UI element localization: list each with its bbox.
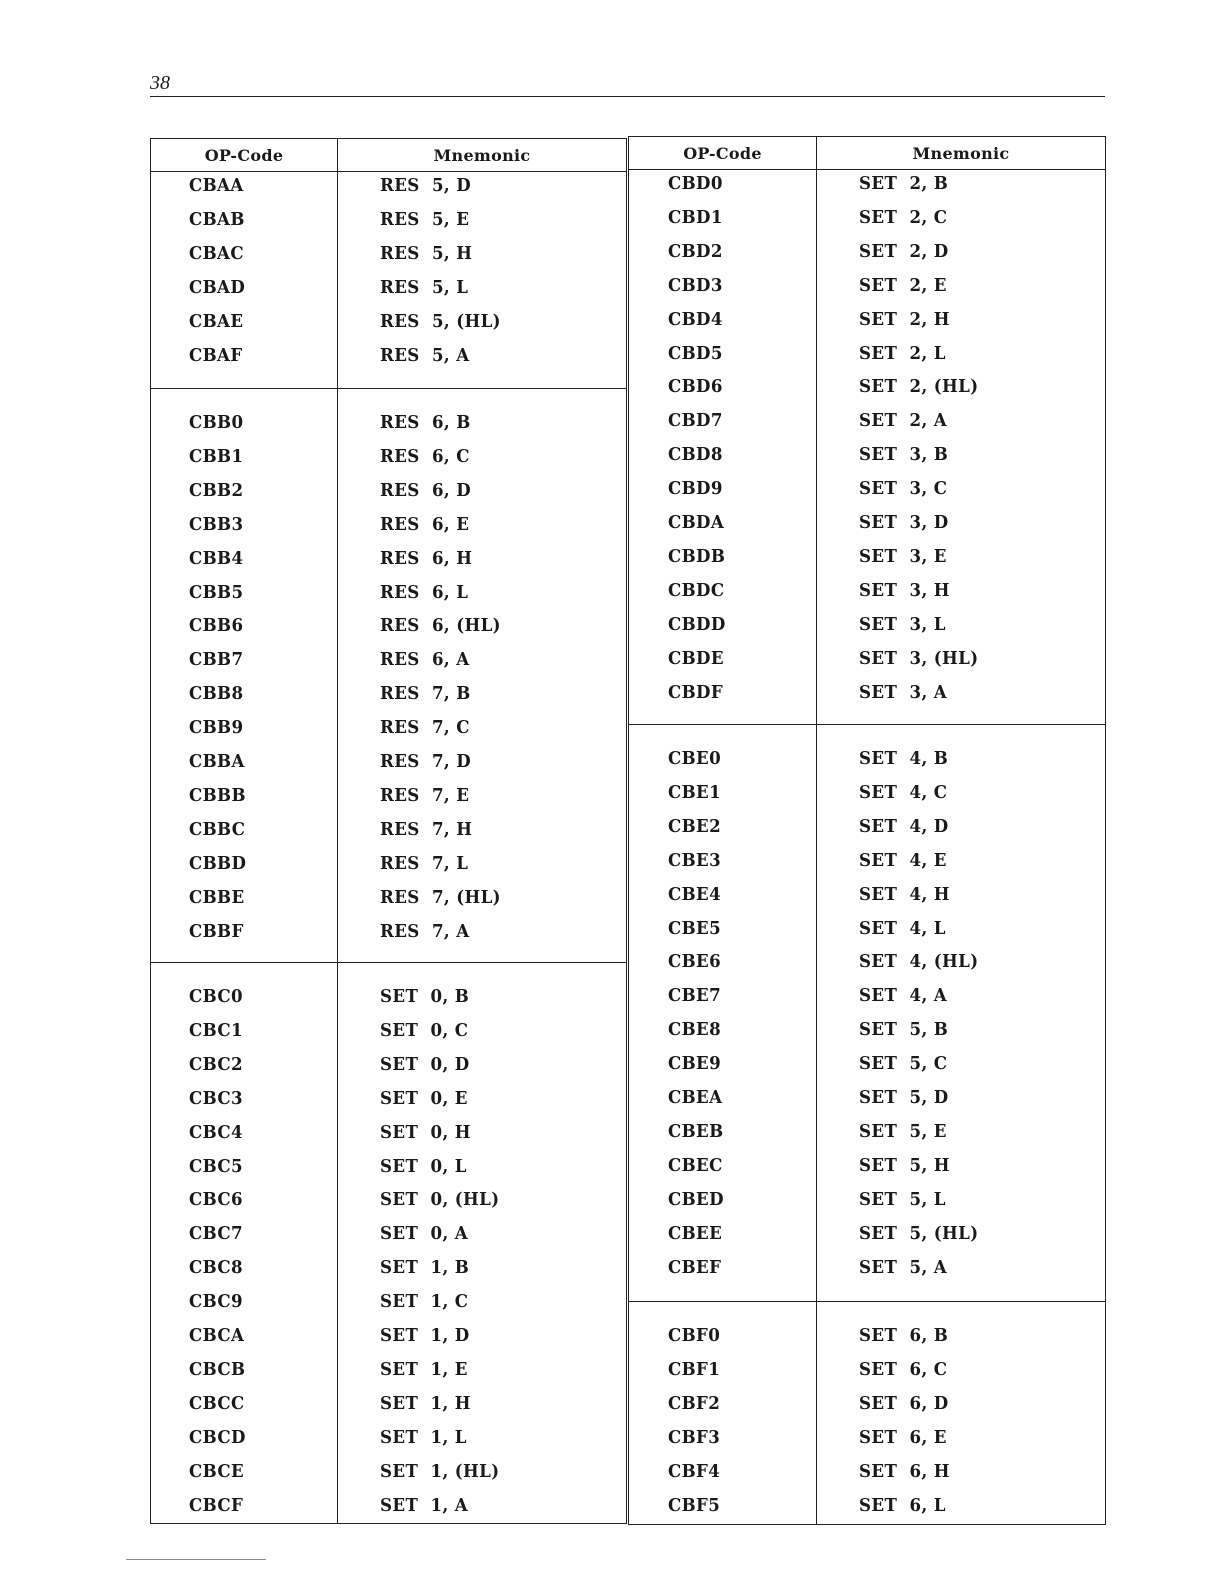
opcode-cell: CBCB [189, 1359, 246, 1380]
opcode-cell: CBDB [668, 546, 726, 567]
opcode-cell: CBAC [189, 243, 244, 264]
mnemonic-cell: SET 2, H [859, 309, 950, 330]
mnemonic-cell: SET 3, H [859, 580, 950, 601]
opcode-cell: CBF1 [668, 1359, 721, 1380]
page-number: 38 [150, 72, 170, 94]
mnemonic-cell: SET 5, C [859, 1054, 948, 1075]
opcode-cell: CBB9 [189, 718, 244, 739]
mnemonic-cell: SET 2, C [859, 207, 948, 228]
mnemonic-cell: SET 5, L [859, 1189, 946, 1210]
mnemonic-cell: RES 5, (HL) [380, 311, 501, 332]
mnemonic-cell: SET 5, D [859, 1088, 949, 1108]
opcode-cell: CBBB [189, 785, 246, 806]
opcode-cell: CBB3 [189, 514, 244, 535]
opcode-cell: CBDC [668, 580, 725, 601]
opcode-cell: CBBD [189, 853, 247, 874]
opcode-cell: CBEC [668, 1155, 723, 1176]
opcode-cell: CBC0 [189, 987, 243, 1007]
mnemonic-cell: SET 3, B [859, 445, 949, 466]
opcode-cell: CBDF [668, 682, 724, 703]
opcode-cell: CBAF [189, 345, 243, 366]
mnemonic-cell: SET 0, D [380, 1054, 470, 1075]
mnemonic-cell: SET 1, B [380, 1258, 470, 1279]
opcode-cell: CBD5 [668, 343, 723, 364]
group-divider [629, 1301, 1105, 1302]
opcode-cell: CBF3 [668, 1427, 721, 1448]
mnemonic-cell: RES 7, E [380, 785, 470, 806]
mnemonic-cell: SET 4, D [859, 816, 949, 837]
opcode-cell: CBE8 [668, 1020, 722, 1041]
mnemonic-cell: RES 5, L [380, 277, 469, 298]
mnemonic-cell: SET 4, C [859, 782, 948, 803]
mnemonic-cell: RES 5, E [380, 209, 470, 230]
opcode-cell: CBCE [189, 1461, 245, 1482]
mnemonic-cell: SET 3, E [859, 546, 947, 567]
opcode-cell: CBB6 [189, 616, 244, 637]
mnemonic-cell: SET 1, L [380, 1427, 467, 1448]
opcode-cell: CBF2 [668, 1393, 721, 1414]
mnemonic-cell: SET 1, H [380, 1393, 471, 1414]
opcode-cell: CBD3 [668, 275, 723, 296]
opcode-cell: CBBA [189, 752, 245, 772]
opcode-cell: CBAD [189, 277, 246, 298]
opcode-cell: CBE6 [668, 952, 722, 973]
mnemonic-cell: RES 5, H [380, 243, 473, 264]
opcode-cell: CBCA [189, 1326, 245, 1346]
mnemonic-cell: RES 6, (HL) [380, 616, 501, 637]
mnemonic-cell: SET 0, L [380, 1156, 467, 1177]
opcode-cell: CBDD [668, 614, 726, 635]
mnemonic-cell: SET 3, C [859, 479, 948, 500]
mnemonic-cell: SET 2, A [859, 411, 948, 432]
mnemonic-cell: SET 0, B [380, 987, 470, 1007]
mnemonic-cell: SET 1, D [380, 1326, 470, 1346]
opcode-cell: CBC9 [189, 1292, 243, 1313]
column-divider [816, 137, 817, 1524]
opcode-cell: CBE3 [668, 850, 722, 871]
mnemonic-cell: SET 1, (HL) [380, 1461, 500, 1482]
mnemonic-cell: SET 2, B [859, 174, 949, 194]
opcode-cell: CBC6 [189, 1190, 243, 1211]
table-header [151, 139, 626, 172]
opcode-cell: CBCD [189, 1427, 246, 1448]
mnemonic-cell: SET 0, (HL) [380, 1190, 500, 1211]
opcode-cell: CBC5 [189, 1156, 243, 1177]
mnemonic-cell: SET 4, B [859, 749, 949, 769]
opcode-cell: CBEF [668, 1257, 722, 1278]
opcode-cell: CBB4 [189, 548, 244, 569]
mnemonic-cell: SET 6, C [859, 1359, 948, 1380]
mnemonic-cell: SET 2, E [859, 275, 947, 296]
opcode-cell: CBF0 [668, 1326, 721, 1346]
mnemonic-cell: SET 3, (HL) [859, 648, 979, 669]
mnemonic-cell: SET 4, (HL) [859, 952, 979, 973]
mnemonic-cell: SET 4, L [859, 918, 946, 939]
mnemonic-cell: SET 2, L [859, 343, 946, 364]
opcode-cell: CBE9 [668, 1054, 722, 1075]
opcode-cell: CBEA [668, 1088, 723, 1108]
mnemonic-cell: RES 7, A [380, 921, 470, 942]
table-header [629, 137, 1105, 170]
opcode-cell: CBB8 [189, 684, 244, 705]
opcode-cell: CBAA [189, 176, 244, 196]
opcode-cell: CBBC [189, 819, 246, 840]
opcode-cell: CBD8 [668, 445, 723, 466]
mnemonic-column-header: Mnemonic [912, 144, 1010, 163]
mnemonic-cell: SET 1, E [380, 1359, 468, 1380]
mnemonic-cell: RES 6, E [380, 514, 470, 535]
opcode-cell: CBDA [668, 513, 725, 533]
opcode-cell: CBCF [189, 1495, 244, 1516]
opcode-cell: CBB5 [189, 582, 244, 603]
opcode-cell: CBC4 [189, 1122, 243, 1143]
opcode-cell: CBE0 [668, 749, 722, 769]
opcode-cell: CBC8 [189, 1258, 243, 1279]
opcode-cell: CBF5 [668, 1495, 721, 1516]
mnemonic-cell: SET 0, E [380, 1088, 468, 1109]
opcode-cell: CBD2 [668, 241, 723, 262]
opcode-cell: CBED [668, 1189, 724, 1210]
mnemonic-cell: SET 1, A [380, 1495, 469, 1516]
mnemonic-cell: SET 2, D [859, 241, 949, 262]
opcode-cell: CBC3 [189, 1088, 243, 1109]
mnemonic-cell: RES 7, B [380, 684, 471, 705]
mnemonic-cell: SET 5, H [859, 1155, 950, 1176]
opcode-table-left [150, 138, 627, 1524]
mnemonic-cell: RES 6, H [380, 548, 473, 569]
mnemonic-cell: SET 5, B [859, 1020, 949, 1041]
mnemonic-cell: RES 5, D [380, 176, 472, 196]
column-divider [337, 139, 338, 1523]
opcode-cell: CBCC [189, 1393, 245, 1414]
opcode-cell: CBB0 [189, 413, 244, 433]
mnemonic-cell: SET 2, (HL) [859, 377, 979, 398]
mnemonic-cell: SET 3, L [859, 614, 946, 635]
mnemonic-cell: SET 0, A [380, 1224, 469, 1245]
mnemonic-cell: SET 6, E [859, 1427, 947, 1448]
opcode-cell: CBBF [189, 921, 244, 942]
opcode-cell: CBAE [189, 311, 244, 332]
mnemonic-cell: SET 5, E [859, 1121, 947, 1142]
mnemonic-cell: SET 0, C [380, 1020, 469, 1041]
opcode-cell: CBE1 [668, 782, 722, 803]
opcode-cell: CBB7 [189, 650, 244, 671]
mnemonic-cell: SET 3, A [859, 682, 948, 703]
mnemonic-column-header: Mnemonic [433, 146, 531, 165]
mnemonic-cell: SET 6, B [859, 1326, 949, 1346]
opcode-cell: CBC2 [189, 1054, 243, 1075]
mnemonic-cell: RES 6, C [380, 446, 470, 467]
mnemonic-cell: RES 6, A [380, 650, 470, 671]
group-divider [629, 724, 1105, 725]
opcode-cell: CBB2 [189, 480, 244, 501]
mnemonic-cell: RES 6, B [380, 413, 471, 433]
opcode-cell: CBC7 [189, 1224, 243, 1245]
footer-rule [126, 1559, 266, 1560]
opcode-cell: CBE2 [668, 816, 722, 837]
opcode-cell: CBEB [668, 1121, 724, 1142]
mnemonic-cell: RES 5, A [380, 345, 470, 366]
opcode-cell: CBD7 [668, 411, 723, 432]
mnemonic-cell: RES 7, D [380, 752, 472, 772]
mnemonic-cell: SET 4, E [859, 850, 947, 871]
opcode-cell: CBDE [668, 648, 724, 669]
mnemonic-cell: SET 6, D [859, 1393, 949, 1414]
opcode-cell: CBBE [189, 887, 245, 908]
mnemonic-cell: SET 5, (HL) [859, 1223, 979, 1244]
header-rule [150, 96, 1105, 97]
opcode-cell: CBE7 [668, 986, 722, 1007]
opcode-cell: CBD0 [668, 174, 723, 194]
mnemonic-cell: SET 0, H [380, 1122, 471, 1143]
mnemonic-cell: RES 7, H [380, 819, 473, 840]
mnemonic-cell: SET 4, H [859, 884, 950, 905]
opcode-cell: CBB1 [189, 446, 244, 467]
mnemonic-cell: SET 1, C [380, 1292, 469, 1313]
mnemonic-cell: RES 7, (HL) [380, 887, 501, 908]
opcode-cell: CBD1 [668, 207, 723, 228]
opcode-cell: CBD9 [668, 479, 723, 500]
mnemonic-cell: SET 5, A [859, 1257, 948, 1278]
opcode-cell: CBAB [189, 209, 245, 230]
opcode-cell: CBD6 [668, 377, 723, 398]
opcode-table-right [628, 136, 1106, 1525]
mnemonic-cell: RES 6, D [380, 480, 472, 501]
opcode-cell: CBEE [668, 1223, 723, 1244]
mnemonic-cell: SET 3, D [859, 513, 949, 533]
opcode-cell: CBF4 [668, 1461, 721, 1482]
mnemonic-cell: SET 6, H [859, 1461, 950, 1482]
opcode-cell: CBE4 [668, 884, 722, 905]
opcode-cell: CBD4 [668, 309, 723, 330]
opcode-cell: CBC1 [189, 1020, 243, 1041]
mnemonic-cell: RES 7, L [380, 853, 469, 874]
mnemonic-cell: SET 4, A [859, 986, 948, 1007]
opcode-column-header: OP-Code [204, 146, 284, 165]
opcode-cell: CBE5 [668, 918, 722, 939]
opcode-column-header: OP-Code [683, 144, 762, 163]
group-divider [151, 388, 626, 389]
mnemonic-cell: RES 6, L [380, 582, 469, 603]
mnemonic-cell: SET 6, L [859, 1495, 946, 1516]
mnemonic-cell: RES 7, C [380, 718, 470, 739]
group-divider [151, 962, 626, 963]
